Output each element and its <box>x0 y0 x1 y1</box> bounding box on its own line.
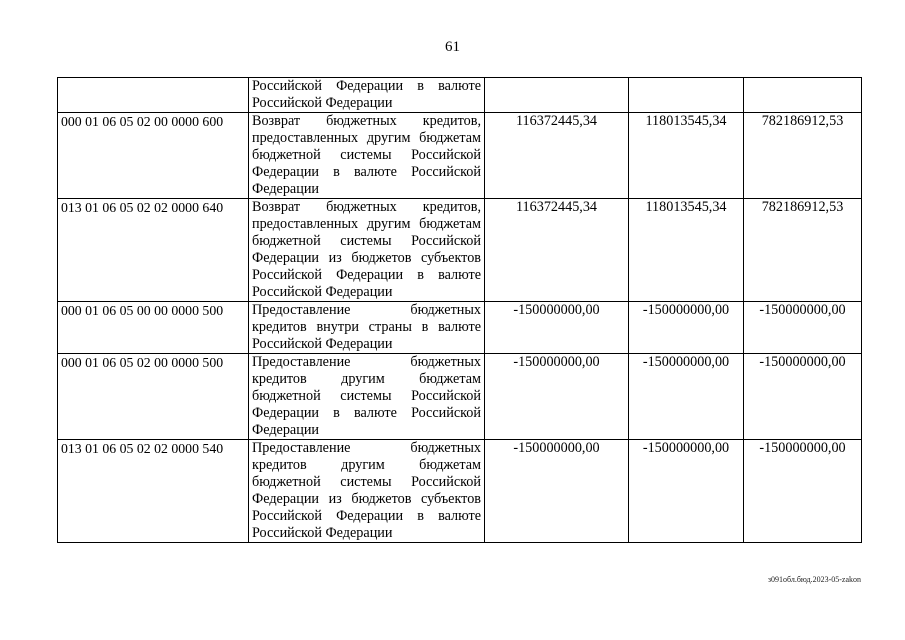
row-value-2 <box>629 78 744 113</box>
table-row <box>58 113 862 199</box>
row-description: Российской Федерации в валюте Российской Федерации <box>249 78 485 113</box>
table-row <box>58 302 862 354</box>
row-value-2: -150000000,00 <box>629 302 744 354</box>
row-value-1: 116372445,34 <box>485 199 629 302</box>
row-code: 013 01 06 05 02 02 0000 640 <box>58 199 249 302</box>
row-value-2: 118013545,34 <box>629 199 744 302</box>
row-value-1: 116372445,34 <box>485 113 629 199</box>
row-description: Возврат бюджетных кредитов, предоставленных другим бюджетам бюджетной системы Российской Федерации в валюте Российской Федерации <box>249 113 485 199</box>
row-value-2: 118013545,34 <box>629 113 744 199</box>
row-value-3: 782186912,53 <box>744 199 862 302</box>
row-code: 013 01 06 05 02 02 0000 540 <box>58 440 249 543</box>
budget-sources-table <box>57 77 862 543</box>
row-value-1: -150000000,00 <box>485 354 629 440</box>
table-row <box>58 78 862 113</box>
row-code: 000 01 06 05 02 00 0000 600 <box>58 113 249 199</box>
row-description: Возврат бюджетных кредитов, предоставленных другим бюджетам бюджетной системы Российской Федерации из бюджетов субъектов Российской Федерации в валюте Российской Федерации <box>249 199 485 302</box>
row-code: 000 01 06 05 02 00 0000 500 <box>58 354 249 440</box>
footer-document-reference: з091обл.бюд.2023-05-zakon <box>767 575 861 584</box>
row-description: Предоставление бюджетных кредитов другим бюджетам бюджетной системы Российской Федерации из бюджетов субъектов Российской Федерации в валюте Российской Федерации <box>249 440 485 543</box>
table-row <box>58 199 862 302</box>
row-description: Предоставление бюджетных кредитов внутри страны в валюте Российской Федерации <box>249 302 485 354</box>
row-value-3: -150000000,00 <box>744 440 862 543</box>
row-code: 000 01 06 05 00 00 0000 500 <box>58 302 249 354</box>
table-row <box>58 354 862 440</box>
table-row <box>58 440 862 543</box>
row-value-1: -150000000,00 <box>485 302 629 354</box>
row-value-2: -150000000,00 <box>629 354 744 440</box>
row-value-3: -150000000,00 <box>744 354 862 440</box>
row-value-3 <box>744 78 862 113</box>
row-value-3: -150000000,00 <box>744 302 862 354</box>
row-value-3: 782186912,53 <box>744 113 862 199</box>
row-value-1 <box>485 78 629 113</box>
row-code <box>58 78 249 113</box>
row-value-2: -150000000,00 <box>629 440 744 543</box>
page-number: 61 <box>445 39 460 55</box>
row-description: Предоставление бюджетных кредитов другим бюджетам бюджетной системы Российской Федерации в валюте Российской Федерации <box>249 354 485 440</box>
row-value-1: -150000000,00 <box>485 440 629 543</box>
